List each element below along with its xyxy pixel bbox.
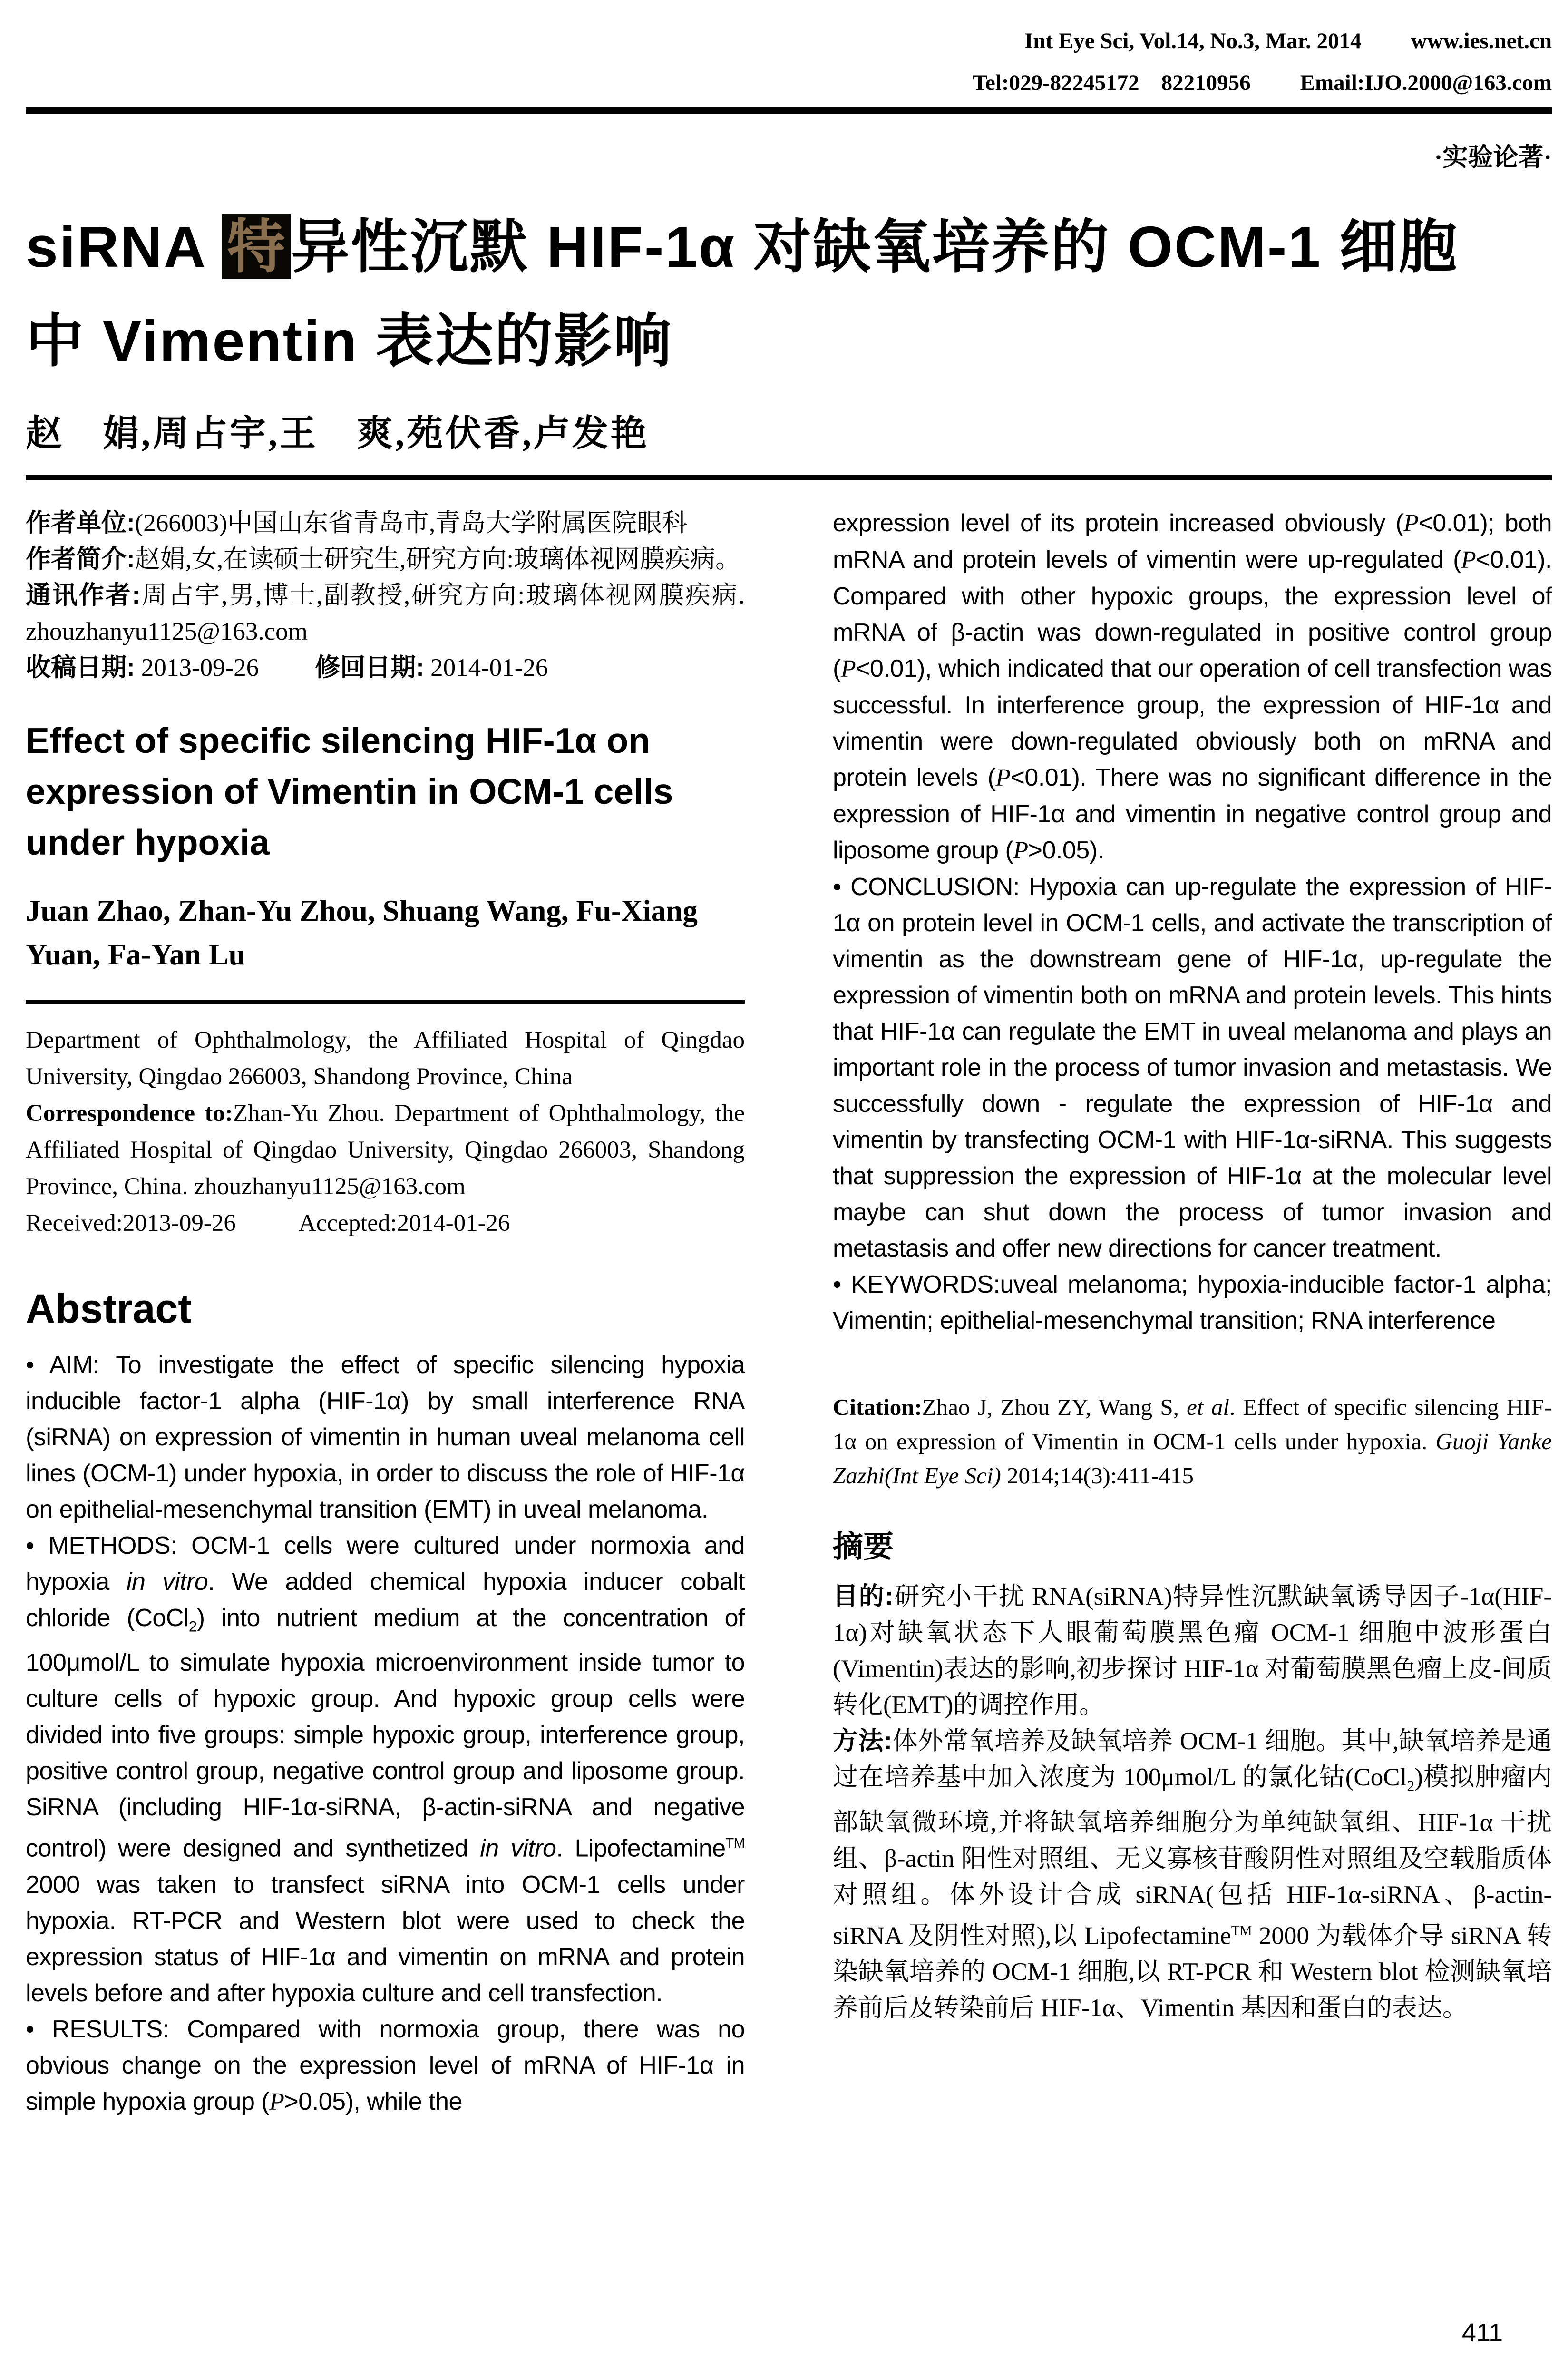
author-bio-cn: 作者简介:赵娟,女,在读硕士研究生,研究方向:玻璃体视网膜疾病。 xyxy=(26,545,741,573)
abstract-cn-aim: 目的:研究小干扰 RNA(siRNA)特异性沉默缺氧诱导因子-1α(HIF-1α)对缺氧状态下人眼葡萄膜黑色瘤 OCM-1 细胞中波形蛋白(Vimentin)表达的影响,初步探讨 HIF-1α 对葡萄膜黑色瘤上皮-间质转化(EMT)的调控作用。 xyxy=(833,1582,1552,1719)
article-title-cn xyxy=(26,200,1552,388)
abstract-results-continued: expression level of its protein increased obviously (P<0.01); both mRNA and protein levels of vimentin were up-regulated (P<0.01). Compared with other hypoxic groups, the expression level of mRNA of β-actin was down-regulated in positive control group (P<0.01), which indicated that our operation of cell transfection was successful. In interference group, the expression of HIF-1α and vimentin were down-regulated obviously both on mRNA and protein levels (P<0.01). There was no significant difference in the expression of HIF-1α and vimentin in negative control group and liposome group (P>0.05). xyxy=(833,509,1552,864)
title-cn-part1: siRNA xyxy=(26,214,223,279)
abstract-aim: • AIM: To investigate the effect of specific silencing hypoxia inducible factor-1 alpha (HIF-1α) by small interference RNA (siRNA) on expression of vimentin in human uveal melanoma cell lines (OCM-1) under hypoxia, in order to discuss the role of HIF-1α on epithelial-mesenchymal transition (EMT) in uveal melanoma. xyxy=(26,1351,745,1523)
top-rule xyxy=(26,107,1552,114)
left-column xyxy=(26,505,745,2120)
affiliation-divider xyxy=(26,1000,745,1004)
right-column xyxy=(833,505,1552,2120)
abstract-results: • RESULTS: Compared with normoxia group, there was no obvious change on the expression level of mRNA of HIF-1α in simple hypoxia group (P>0.05), while the xyxy=(26,2015,745,2115)
journal-email: Email:IJO.2000@163.com xyxy=(1300,70,1552,95)
citation: Citation:Zhao J, Zhou ZY, Wang S, et al. Effect of specific silencing HIF-1α on expression of Vimentin in OCM-1 cells under hypoxia. Guoji Yanke Zazhi(Int Eye Sci) 2014;14(3):411-415 xyxy=(833,1394,1552,1489)
abstract-keywords: • KEYWORDS:uveal melanoma; hypoxia-inducible factor-1 alpha; Vimentin; epithelial-mesenchymal transition; RNA interference xyxy=(833,1271,1552,1335)
article-title-en: Effect of specific silencing HIF-1α on expression of Vimentin in OCM-1 cells under hypoxia xyxy=(26,721,673,862)
abstract-methods: • METHODS: OCM-1 cells were cultured under normoxia and hypoxia in vitro. We added chemical hypoxia inducer cobalt chloride (CoCl$_2$) into nutrient medium at the concentration of 100μmol/L to simulate hypoxia microenvironment inside tumor to culture cells of hypoxic group. And hypoxic group cells were divided into five groups: simple hypoxic group, interference group, positive control group, negative control group and liposome group. SiRNA (including HIF-1α-siRNA, β-actin-siRNA and negative control) were designed and synthetized in vitro. Lipofectamine™ 2000 was taken to transfect siRNA into OCM-1 cells under hypoxia. RT-PCR and Western blot were used to check the expression status of HIF-1α and vimentin on mRNA and protein levels before and after hypoxia culture and cell transfection. xyxy=(26,1532,745,2007)
title-cn-line1 xyxy=(26,200,1552,294)
abstract-cn-methods: 方法:体外常氧培养及缺氧培养 OCM-1 细胞。其中,缺氧培养是通过在培养基中加入浓度为 100μmol/L 的氯化钴(CoCl$_2$)模拟肿瘤内部缺氧微环境,并将缺氧培养细胞分为单纯缺氧组、HIF-1α 干扰组、β-actin 阳性对照组、无义寡核苷酸阴性对照组及空载脂质体对照组。体外设计合成 siRNA(包括 HIF-1α-siRNA、β-actin-siRNA 及阴性对照),以 Lipofectamine™ 2000 为载体介导 siRNA 转染缺氧培养的 OCM-1 细胞,以 RT-PCR 和 Western blot 检测缺氧培养前后及转染前后 HIF-1α、Vimentin 基因和蛋白的表达。 xyxy=(833,1727,1552,2022)
authors-en: Juan Zhao, Zhan-Yu Zhou, Shuang Wang, Fu-Xiang Yuan, Fa-Yan Lu xyxy=(26,894,698,971)
journal-header-line2 xyxy=(26,62,1552,104)
abstract-cn-heading: 摘要 xyxy=(833,1529,894,1564)
title-cn-line2: 中 Vimentin 表达的影响 xyxy=(26,309,673,373)
dates-cn: 收稿日期: 2013-09-26 修回日期: 2014-01-26 xyxy=(26,653,548,682)
dates-en: Received:2013-09-26 Accepted:2014-01-26 xyxy=(26,1210,510,1237)
affiliation-en: Department of Ophthalmology, the Affiliated Hospital of Qingdao University, Qingdao 266003, Shandong Province, China xyxy=(26,1027,745,1090)
journal-header xyxy=(26,12,1552,104)
journal-header-line1 xyxy=(26,20,1552,62)
abstract-heading: Abstract xyxy=(26,1286,192,1332)
correspondence-en: Correspondence to:Zhan-Yu Zhou. Department of Ophthalmology, the Affiliated Hospital of Qingdao University, Qingdao 266003, Shandong Province, China. zhouzhanyu1125@163.com xyxy=(26,1100,745,1200)
authors-rule xyxy=(26,475,1552,480)
affiliation-cn: 作者单位:(266003)中国山东省青岛市,青岛大学附属医院眼科 xyxy=(26,509,688,537)
correspondence-cn: 通讯作者:周占宇,男,博士,副教授,研究方向:玻璃体视网膜疾病. zhouzhanyu1125@163.com xyxy=(26,581,745,645)
article-type-label: ·实验论著· xyxy=(1434,144,1552,171)
journal-tel: Tel:029-82245172 xyxy=(972,70,1139,95)
title-cn-part2: 异性沉默 HIF-1α 对缺氧培养的 OCM-1 细胞 xyxy=(291,214,1459,279)
authors-cn: 赵 娟,周占宇,王 爽,苑伏香,卢发艳 xyxy=(26,414,649,454)
journal-tel2: 82210956 xyxy=(1161,70,1251,95)
content-columns xyxy=(26,505,1552,2120)
page-number: 411 xyxy=(1461,2319,1503,2347)
journal-website: www.ies.net.cn xyxy=(1411,29,1552,53)
journal-info: Int Eye Sci, Vol.14, No.3, Mar. 2014 xyxy=(1024,29,1362,53)
title-cn-highlight-char: 特 xyxy=(222,214,291,279)
abstract-conclusion: • CONCLUSION: Hypoxia can up-regulate the expression of HIF-1α on protein level in OCM-1 cells, and activate the transcription of vimentin as the downstream gene of HIF-1α, up-regulate the expression of vimentin both on mRNA and protein levels. This hints that HIF-1α can regulate the EMT in uveal melanoma and plays an important role in the process of tumor invasion and metastasis. We successfully down - regulate the expression of HIF-1α and vimentin by transfecting OCM-1 with HIF-1α-siRNA. This suggests that suppression the expression of HIF-1α at the molecular level maybe can shut down the process of tumor invasion and metastasis and offer new directions for cancer treatment. xyxy=(833,873,1552,1262)
